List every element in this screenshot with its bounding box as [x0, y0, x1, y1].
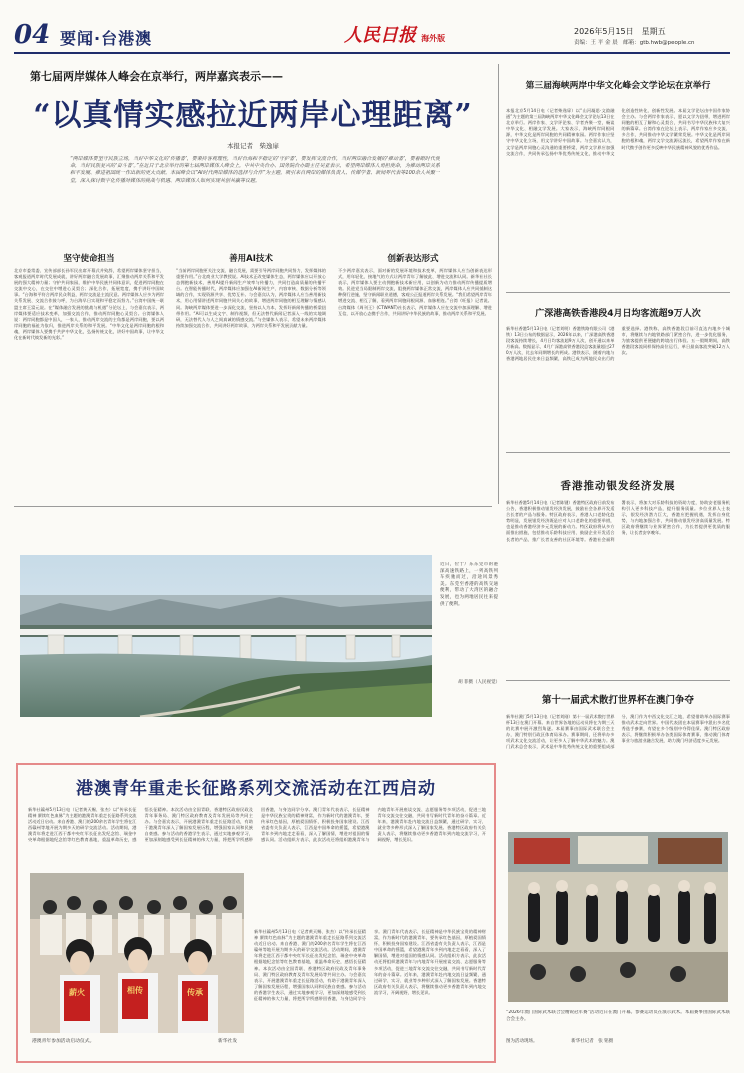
page-number: 04: [14, 20, 51, 50]
lead-kicker: 第七届两岸媒体人峰会在京举行，两岸嘉宾表示——: [30, 70, 283, 83]
hsr-news-story: [506, 298, 730, 448]
bridge-photo-svg: [20, 555, 432, 717]
macao-photo-credit: 图为活动现场。 新华社记者 张 铭摄: [506, 1039, 614, 1044]
hk-economy-text: 新华社香港5月14日电（记者陈键）香港特区政府日前发布公告，香港积极推动银发经济发展，鼓励社会各界开发适合长者的产品与服务。特区政府表示，香港人口老龄化趋势明显，发展银发经济既是应对人口老龄化的重要举措，也是推动香港经济多元发展的新动力。特区政府将从多方面推出措施，包括推动乐龄科技应用、鼓励企业开发适合长者的产品、推广长者友善的社区环境等。香港社会福利署表示，将加大对乐龄科技的资助力度，协助安老服务机构引入更多科技产品，提升服务质量。多位业界人士表示，银发经济潜力巨大，香港应把握机遇，发挥自身优势，与内地加强合作，共同推动银发经济高质量发展。特区政府将继续与业界紧密合作，为长者提供更优质的服务，让长者安享晚年。: [506, 500, 730, 542]
masthead-rule: [14, 52, 730, 54]
culture-forum-story: [506, 64, 730, 290]
feature-photo-svg: [30, 873, 244, 1033]
bridge-photo-credit: 胡 菲摄（人民视觉）: [458, 680, 500, 685]
lead-col3-title: 创新表达形式: [387, 254, 439, 264]
column-divider: [498, 64, 499, 504]
lead-headline: “以真情实感拉近两岸心理距离”: [33, 98, 473, 133]
macao-cup-headline: 第十一届武术散打世界杯在澳门争夺: [541, 695, 694, 706]
macao-cup-text: 新华社澳门5月13日电（记者刘刚）第十一届武术散打世界杯13日在澳门开幕。来自世界各地的运动员将在为期三天的比赛中展开激烈角逐。本届赛事由国际武术联合会主办，澳门特别行政区体育局承办。赛事期间，还将举办多项武术文化交流活动，让更多人了解中华武术的魅力。澳门武术总会表示，武术是中华优秀传统文化的重要组成部分，澳门作为中西文化交汇之地，希望借助举办国际赛事推动武术走向世界。中国代表团在本届赛事中派出多名优秀选手参赛，有望在多个级别中夺得佳绩。澳门特区政府表示，将继续积极举办各类国际体育赛事，推动澳门体育事业与旅游业融合发展，助力澳门经济适度多元发展。: [506, 714, 730, 750]
lead-byline: 本报记者 柴逸扉: [227, 142, 279, 150]
masthead: [14, 20, 730, 52]
hsr-text: 新华社香港5月13日电（记者刘明）香港铁路有限公司（港铁）13日公布的数据显示，2026年以来，广深港高铁香港段客流持续增长，4月日均客流超9万人次，创开通以来单月新高。数据显示，4月广深港高铁香港段总客流量超过270万人次，比去年同期增长约两成。港铁表示，随着内地与香港两地居民往来日益频繁，高铁已成为两地民众出行的重要选择。港铁称，高铁香港段目前可直达内地多个城市，将继续与内地铁路部门紧密合作，进一步优化服务，为旅客提供更便捷的跨境出行体验。五一假期期间，高铁香港段客流同样保持高位运行，单日最高客流突破12万人次。: [506, 326, 730, 362]
paper-name: 人民日报: [344, 25, 416, 46]
feature-photo: [30, 873, 244, 1033]
culture-forum-headline: 第三届海峡两岸中华文化峰会文学论坛在京举行: [525, 81, 711, 91]
section-name: 要闻·台港澳: [60, 29, 153, 48]
hsr-headline: 广深港高铁香港段4月日均客流超9万人次: [535, 309, 701, 319]
feature-headline: 港澳青年重走长征路系列交流活动在江西启动: [76, 779, 436, 799]
lead-col2-title: 善用AI技术: [229, 254, 273, 264]
edition-label: 海外版: [421, 34, 446, 43]
feature-banner-2: 相传: [127, 986, 143, 995]
feature-banner-1: 薪火: [69, 988, 85, 997]
hsr-rule: [506, 452, 730, 453]
lead-col3-text: 不少两岸嘉宾表示，面对新的发展环境和技术变革，两岸媒体人应当创新表达形式，用年轻化、接地气的方式让两岸青年了解彼此、增进交流和认同。新华社社长表示，两岸媒体人要主动拥抱新技术新应用，以创新为动力推动两岸传播提质增效。民进党当局限制两岸交流，阻挠两岸媒体正常交流，两岸媒体人应共同抵制这种倒行逆施，坚守新闻职业道德，客观公正报道两岸关系发展。“我们希望两岸青年增进交流、相互了解，看到两岸同胞同根同源、血脉相连。”台湾《旺报》记者说。台湾媒体《周刊王》(CTWANT)社长表示，两岸媒体人应在交流中加深理解、增进互信，以开放心态携手合作，共同讲好中华民族的故事，推动两岸关系和平发展。: [338, 268, 492, 316]
culture-forum-text: 本报北京5月14日电（记者柴逸扉）以“山河凝思·文韵融通”为主题的第三届海峡两岸中华文化峰会文学论坛13日在北京举行。两岸作家、文学评论家、学者齐聚一堂，畅谈中华文化、相融文学发展。大家表示，海峡两岸同根同源，中华文化是两岸同胞的共同精神家园。两岸作家应坚守中华文化立场，用文学讲好中国故事。与会嘉宾认为，文学是两岸同胞心灵沟通的重要桥梁，两岸文学界应加强交流合作，共同传承弘扬中华优秀传统文化，推动中华文化创造性转化、创新性发展。本届文学论坛由中国作家协会主办。与会两岸作家表示，愿以文学为纽带，增进两岸同胞的相互了解和心灵契合，共同书写中华民族伟大复兴的新篇章。台湾作家在论坛上表示，两岸作家应多交流、多合作，共同推动中华文学繁荣发展。中华文化是两岸同胞的根和魂，两岸文学交流源远流长，希望两岸作家在新时代携手创作更多反映中华民族精神风貌的优秀作品。: [506, 108, 730, 156]
feature-photo-credit: 新华社发: [218, 1039, 238, 1044]
lead-col1-text: 北京市委常委、宣传部部长孙军民出席开幕式并致辞，希望两岸媒体坚守担当，客观报道两岸时代发展成就，讲好两岸融合发展故事，汇聚推动两岸关系和平发展的强大精神力量；守护共同家园，维护中华民族共同体意识，促进两岸同胞在交流中交心，在交往中增进心灵契合；深化合作，拓展宽度，携手讲好中国故事。“台海和平符合两岸民众利益，两岸交流是主流民意。两岸媒体人应多为两岸关系发展、交流合作鼓与呼，为台海早日实现和平稳定而努力。”台湾中国统一联盟主席王富元说。在“媒体融合发展的挑战与机遇”分论坛上，与会嘉宾表示，两岸媒体要适应技术变革，加强交流合作，推动两岸同胞心灵契合。台湾媒体人说：两岸同胞都是中国人，一家人，推动两岸交流的主角都是两岸同胞，要以两岸同胞的福祉为依归，推进两岸关系的和平发展。“中华文化是两岸同胞的根和魂，两岸媒体人要携手共护中华文化，弘扬传统文化，讲好中国故事，让中华文化在新时代焕发新的光彩。”: [14, 268, 164, 341]
hk-economy-rule: [506, 680, 730, 681]
lead-intro: “两岸媒体要坚守民族立场，当好中华文化的‘传播者’，要秉持客观理性，当好台海和平稳定的‘守护者’，要发挥交流合作，当好两岸融合发展的‘推动者’，要着眼时代使命，当好民族复兴的‘奋斗者’。”在近日于北京举行的第七届两岸媒体人峰会上，中共中央台办、国务院台办副主任吴亚表示，希望两岸媒体人勇担使命，为推动两岸关系和平发展、推进祖国统一作出新的更大贡献。本届峰会以“AI时代两岸媒体的选择与合作”为主题，吸引来自两岸的媒体负责人、传媒学者、新闻界代表等100余人共聚一堂，深入探讨数字化传播对媒体的挑战与机遇、两岸媒体人如何实现共创共赢等议题。: [70, 156, 440, 184]
feature-photo-caption: 港澳青年参加活动启动仪式。: [32, 1039, 95, 1044]
bridge-photo: [20, 555, 432, 717]
culture-rule: [506, 292, 730, 293]
feature-story-box: [16, 763, 496, 1063]
feature-text: 新华社赣州5月13日电（记者黄天赐、张杰）以“传承长征精神 赓续红色血脉”为主题的港澳青年重走长征路系列交流活动近日启动。来自香港、澳门的200余名青年学生将在江西赣州等地开展为期多天的研学交流活动。活动期间，港澳青年将走进江西于都中央红军长征出发纪念馆、瑞金中央革命根据地纪念馆等红色教育基地，重温革命历史，感悟长征精神。本次活动由全国青联、香港特区政府民政及青年事务局、澳门特区政府教育及青年发展局等共同主办。与会嘉宾表示，开展港澳青年重走长征路活动，有助于港澳青年深入了解国家发展历程，增强国家认同和民族自豪感。参与活动的香港学生表示，通过实地参观学习，更加深刻地感受到长征精神的伟大力量，将把所学所感带回香港，与身边同学分享。澳门青年代表表示，长征精神是中华民族宝贵的精神财富，作为新时代的港澳青年，要传承红色基因，厚植爱国情怀，积极投身国家建设。江西省委有关负责人表示，江西是中国革命的摇篮，希望港澳青年多到内地走走看看，深入了解国情，增进对祖国的情感认同。活动组织方表示，此次活动还将组织港澳青年与内地青年开展座谈交流、志愿服务等多项活动，促进三地青年交流交往交融，共同书写新时代青年的奋斗篇章。近年来，港澳青年赴内地交流日益频繁，通过研学、实习、就业等多种形式深入了解国家发展。香港特区政府有关负责人表示，将继续推动更多香港青年到内地交流学习，开阔视野，增长见识。: [28, 807, 486, 843]
bridge-photo-caption: 近日，位于广东东莞市的港深高速铁路上，一列高铁列车疾驰而过，沿途风景秀美。东莞至香港的高铁交通便利，带动了大湾区的融合发展，也为两地居民往来提供了便利。: [440, 562, 498, 607]
feature-text-continued: [254, 929, 486, 1049]
editor-credits: 责编：王 平 金 晨 邮箱：gtb.hwb@people.cn: [574, 40, 695, 46]
lead-col2-text: “当前两岸同胞更关注交流、融合发展，需要引导两岸同胞共同努力，发挥媒体的重要作用。”台北商业大学教授说。AI技术正改变媒体生态，两岸媒体应以开放心态拥抱新技术，善用AI提升新闻生产效率与传播力，共同打造高质量的传播平台。在智能传播时代，两岸媒体应加强在AI新闻生产、内容审核、数据分析等领域的合作，实现资源共享、优势互补。与会嘉宾认为，两岸媒体人应当善用新技术，用心用情讲述两岸同胞共同关心的故事，增进两岸同胞的相互理解与情感认同。海峡两岸媒体要进一步深化交流，坚持以人为本，发挥好新闻传播的桥梁纽带作用。“AI可以生成文字、制作视频，但无法替代新闻记者深入一线的实地调研，无法替代人与人之间真诚的情感交流。”与会媒体人表示，希望未来两岸媒体持续加强交流合作，共同讲好两岸故事，为两岸关系和平发展贡献力量。: [176, 268, 326, 328]
macao-photo-svg: [508, 832, 728, 1002]
feature-banner-3: 传承: [187, 988, 203, 997]
issue-date: 2026年5月15日 星期五: [574, 27, 666, 36]
lead-col1-title: 坚守使命担当: [63, 254, 115, 264]
feature-text-tail: 新华社赣州5月13日电（记者黄天赐、张杰）以“传承长征精神 赓续红色血脉”为主题的港澳青年重走长征路系列交流活动近日启动。来自香港、澳门的200余名青年学生将在江西赣州等地开展为期多天的研学交流活动。活动期间，港澳青年将走进江西于都中央红军长征出发纪念馆、瑞金中央革命根据地纪念馆等红色教育基地，重温革命历史，感悟长征精神。本次活动由全国青联、香港特区政府民政及青年事务局、澳门特区政府教育及青年发展局等共同主办。与会嘉宾表示，开展港澳青年重走长征路活动，有助于港澳青年深入了解国家发展历程，增强国家认同和民族自豪感。参与活动的香港学生表示，通过实地参观学习，更加深刻地感受到长征精神的伟大力量，将把所学所感带回香港，与身边同学分享。澳门青年代表表示，长征精神是中华民族宝贵的精神财富，作为新时代的港澳青年，要传承红色基因，厚植爱国情怀，积极投身国家建设。江西省委有关负责人表示，江西是中国革命的摇篮，希望港澳青年多到内地走走看看，深入了解国情，增进对祖国的情感认同。活动组织方表示，此次活动还将组织港澳青年与内地青年开展座谈交流、志愿服务等多项活动，促进三地青年交流交往交融，共同书写新时代青年的奋斗篇章。近年来，港澳青年赴内地交流日益频繁，通过研学、实习、就业等多种形式深入了解国家发展。香港特区政府有关负责人表示，将继续推动更多香港青年到内地交流学习，开阔视野，增长见识。: [254, 929, 486, 1002]
lead-story: [14, 64, 492, 504]
macao-photo-caption: “2026年澳门国际武术联合会精锐冠军赛”活动近日在澳门开幕。参赛运动员在演示武术。本届赛事由国际武术联合会主办。: [506, 1010, 730, 1022]
lead-bottom-rule: [14, 506, 492, 507]
hk-economy-headline: 香港推动银发经济发展: [560, 480, 676, 492]
paper-logo: [344, 21, 445, 47]
macao-photo: [508, 832, 728, 1002]
